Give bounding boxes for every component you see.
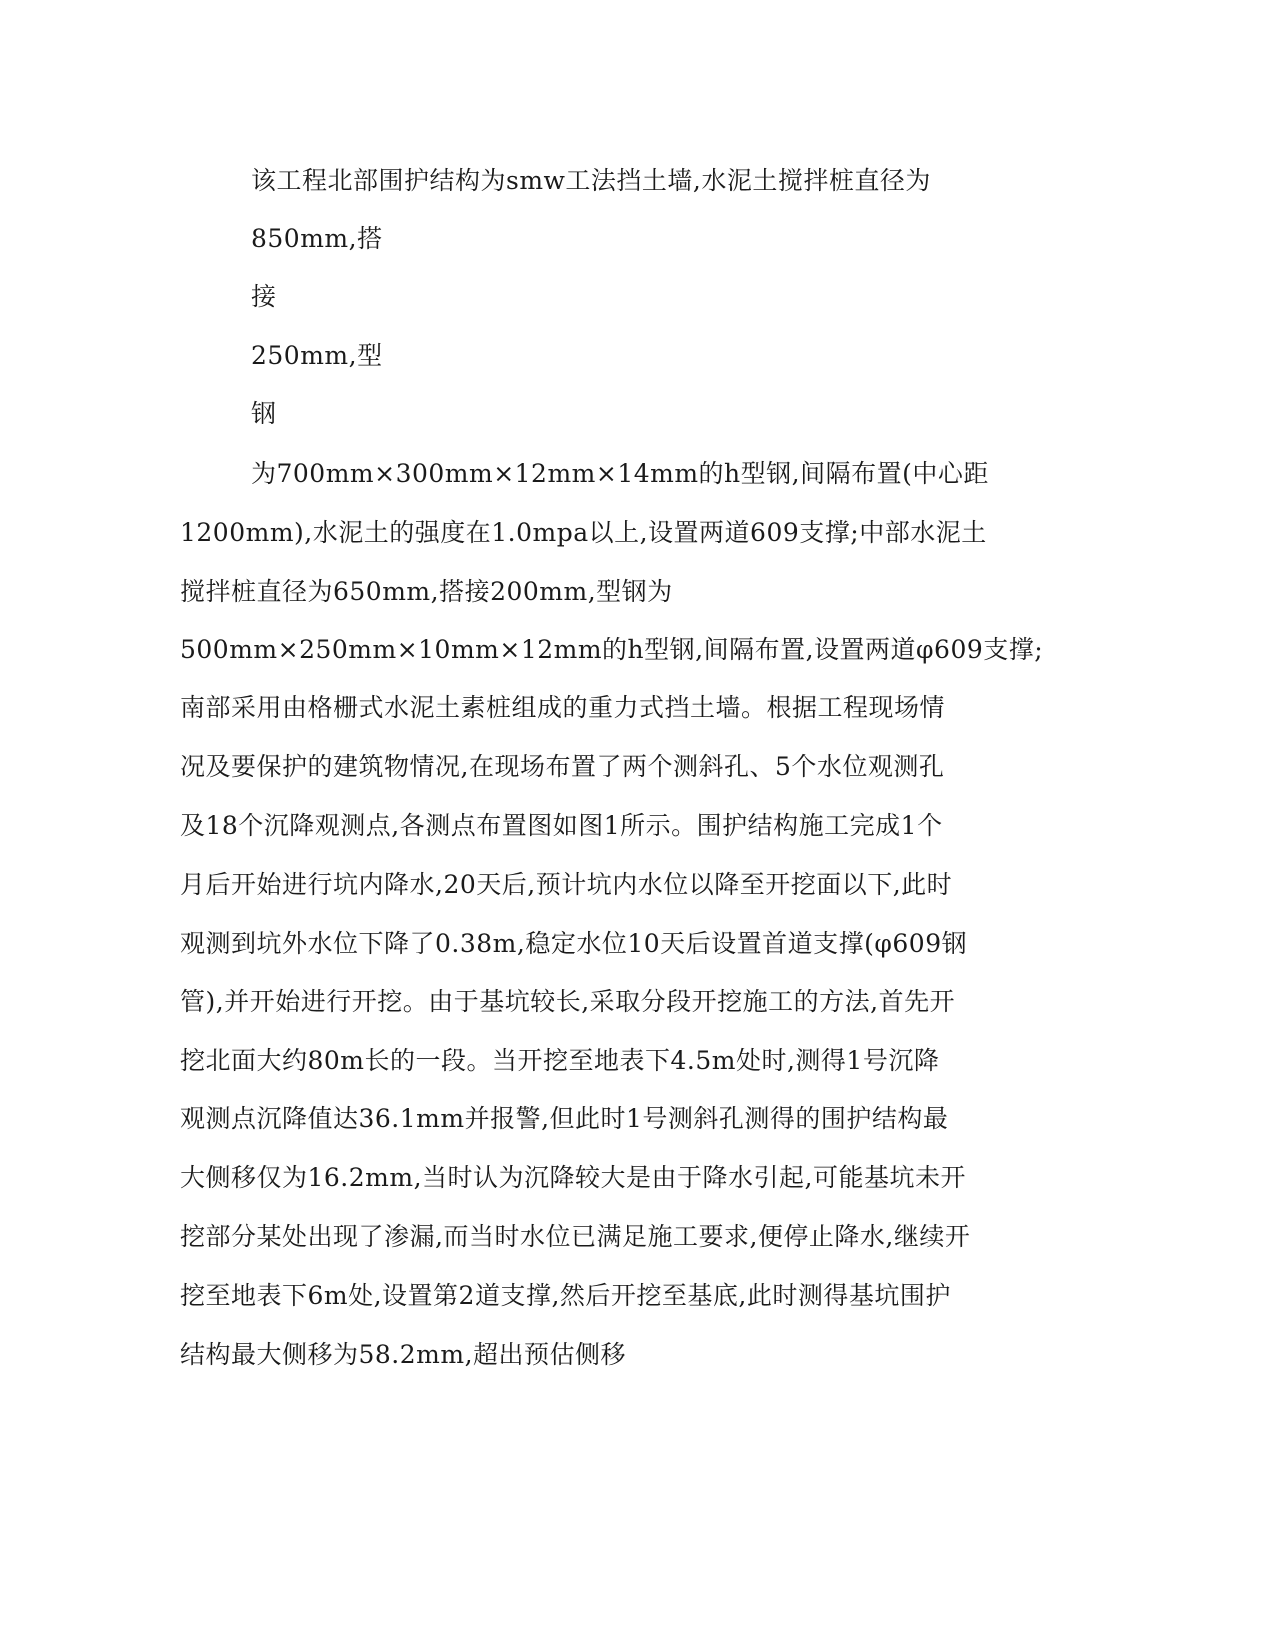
text-line: 月后开始进行坑内降水,20天后,预计坑内水位以降至开挖面以下,此时 (180, 870, 953, 899)
text-line: 搅拌桩直径为650mm,搭接200mm,型钢为 (180, 577, 673, 606)
text-line: 南部采用由格栅式水泥土素桩组成的重力式挡土墙。根据工程现场情 (180, 693, 946, 722)
text-line: 大侧移仅为16.2mm,当时认为沉降较大是由于降水引起,可能基坑未开 (180, 1163, 966, 1192)
text-line: 况及要保护的建筑物情况,在现场布置了两个测斜孔、5个水位观测孔 (180, 752, 945, 781)
text-line: 该工程北部围护结构为smw工法挡土墙,水泥土搅拌桩直径为 (251, 166, 931, 195)
text-line: 及18个沉降观测点,各测点布置图如图1所示。围护结构施工完成1个 (180, 811, 943, 840)
text-line: 500mm×250mm×10mm×12mm的h型钢,间隔布置,设置两道φ609支撑; (180, 635, 1044, 664)
text-line: 钢 (251, 399, 277, 428)
text-line: 250mm,型 (251, 341, 383, 370)
text-line: 850mm,搭 (251, 224, 383, 253)
text-line: 观测点沉降值达36.1mm并报警,但此时1号测斜孔测得的围护结构最 (180, 1104, 949, 1133)
text-line: 结构最大侧移为58.2mm,超出预估侧移 (180, 1340, 627, 1369)
text-line: 接 (251, 282, 277, 311)
text-line: 挖至地表下6m处,设置第2道支撑,然后开挖至基底,此时测得基坑围护 (180, 1281, 951, 1310)
text-line: 挖部分某处出现了渗漏,而当时水位已满足施工要求,便停止降水,继续开 (180, 1222, 971, 1251)
text-line: 管),并开始进行开挖。由于基坑较长,采取分段开挖施工的方法,首先开 (180, 987, 956, 1016)
text-line: 为700mm×300mm×12mm×14mm的h型钢,间隔布置(中心距 (251, 459, 989, 488)
text-line: 1200mm),水泥土的强度在1.0mpa以上,设置两道609支撑;中部水泥土 (180, 518, 987, 547)
text-line: 挖北面大约80m长的一段。当开挖至地表下4.5m处时,测得1号沉降 (180, 1046, 940, 1075)
text-line: 观测到坑外水位下降了0.38m,稳定水位10天后设置首道支撑(φ609钢 (180, 929, 968, 958)
